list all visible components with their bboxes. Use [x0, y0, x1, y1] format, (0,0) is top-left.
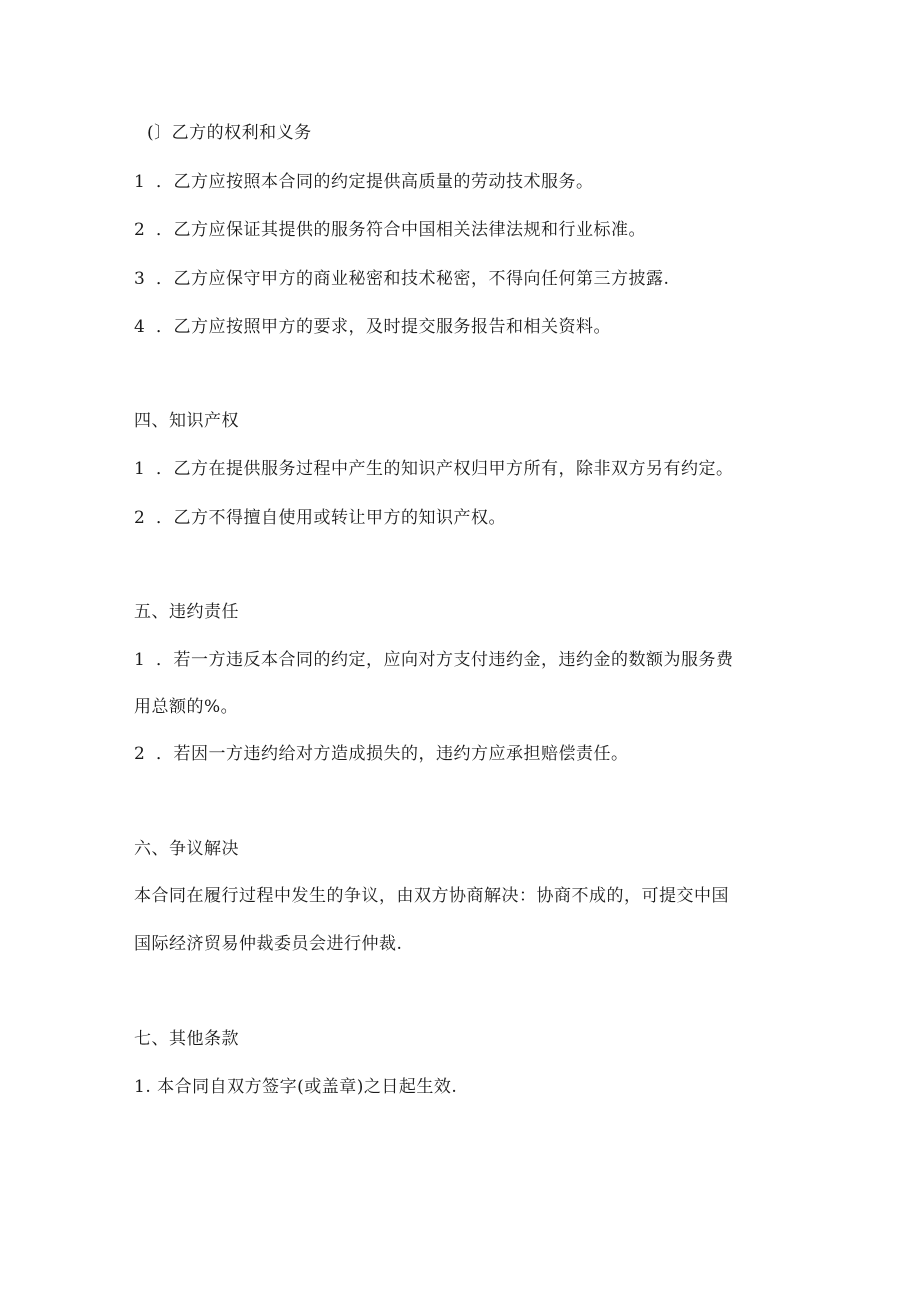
section-heading-breach: 五、违约责任	[134, 602, 239, 622]
list-item: 1. 本合同自双方签字(或盖章)之日起生效.	[134, 1077, 458, 1097]
paragraph-line: 国际经济贸易仲裁委员会进行仲裁.	[134, 934, 403, 954]
item-number: 2	[134, 220, 146, 240]
item-text: ．乙方不得擅自使用或转让甲方的知识产权。	[156, 508, 506, 528]
list-item	[134, 218, 784, 242]
list-item	[134, 315, 784, 339]
list-item	[134, 506, 784, 530]
item-text: ．乙方在提供服务过程中产生的知识产权归甲方所有，除非双方另有约定。	[156, 459, 734, 479]
item-text: ．乙方应保守甲方的商业秘密和技术秘密，不得向任何第三方披露.	[156, 269, 670, 289]
section-heading-ip: 四、知识产权	[134, 411, 239, 431]
list-item	[134, 170, 784, 194]
list-item	[134, 648, 784, 672]
item-text: ．乙方应按照本合同的约定提供高质量的劳动技术服务。	[156, 172, 594, 192]
section-heading-other: 七、其他条款	[134, 1029, 239, 1049]
list-item	[134, 457, 784, 481]
item-text: ．乙方应保证其提供的服务符合中国相关法律法规和行业标准。	[156, 220, 646, 240]
item-text: ．若一方违反本合同的约定，应向对方支付违约金，违约金的数额为服务费	[156, 650, 734, 670]
section-heading-dispute: 六、争议解决	[134, 839, 239, 859]
item-number: 1	[134, 650, 146, 670]
list-item	[134, 267, 784, 291]
item-number: 2	[134, 508, 146, 528]
list-item-continuation: 用总额的%。	[134, 697, 239, 717]
section-heading-party-b-rights: (〕乙方的权利和义务	[147, 123, 312, 143]
item-text: ．若因一方违约给对方造成损失的，违约方应承担赔偿责任。	[156, 744, 629, 764]
item-number: 2	[134, 744, 146, 764]
item-number: 3	[134, 269, 146, 289]
item-number: 4	[134, 317, 146, 337]
list-item	[134, 742, 784, 766]
item-number: 1	[134, 459, 146, 479]
item-text: ．乙方应按照甲方的要求，及时提交服务报告和相关资料。	[156, 317, 611, 337]
item-number: 1	[134, 172, 146, 192]
paragraph-line: 本合同在履行过程中发生的争议，由双方协商解决：协商不成的，可提交中国	[134, 886, 729, 906]
